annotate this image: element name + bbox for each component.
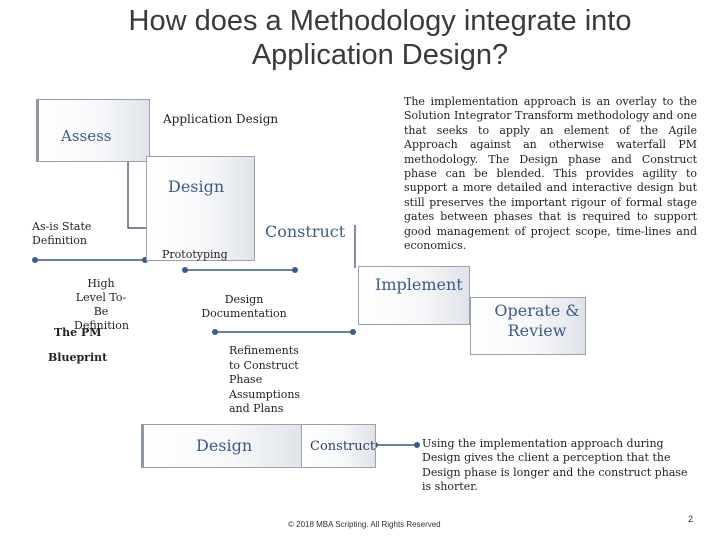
implement-box [358, 266, 470, 325]
explanation-paragraph: The implementation approach is an overlay to the Solution Integrator Transform methodology and one that seeks to apply an element of the Agile Approach against an otherwise waterfall PM methodology. The Design phase and Construct phase can be blended. This provides agility to support a more detailed and interactive design but still preserves the important rigour of formal stage gates between phases that is required to support good management of project scope, time-lines and economics. [404, 95, 697, 253]
operate-review-box [470, 297, 586, 355]
assess-label: Assess [61, 127, 112, 145]
refinements-label: Refinements to Construct Phase Assumptions and Plans [229, 344, 301, 416]
bottom-design-box [141, 424, 305, 468]
operate-review-label: Operate & Review [494, 301, 580, 340]
the-pm-label: The PM [54, 326, 102, 339]
bottom-construct-box [301, 424, 376, 468]
design-box [146, 156, 255, 261]
implementation-note: Using the implementation approach during Design gives the client a perception that the Design phase is longer and the construct phase is shorter. [422, 437, 688, 494]
construct-label: Construct [265, 222, 346, 241]
page-number: 2 [688, 514, 694, 524]
bottom-construct-label: Construct [310, 439, 376, 454]
as-is-state-label: As-is State Definition [32, 220, 92, 247]
implement-label: Implement [375, 275, 463, 294]
refinements-timeline-end [350, 329, 356, 335]
bottom-design-label: Design [196, 436, 253, 455]
refinements-timeline-start [212, 329, 218, 335]
copyright-footer: © 2018 MBA Scripting. All Rights Reserved [288, 520, 441, 529]
design-label: Design [168, 177, 225, 196]
note-connector-end [414, 442, 420, 448]
title-line-2: Application Design? [251, 39, 509, 71]
application-design-label: Application Design [163, 112, 279, 126]
blueprint-label: Blueprint [48, 351, 108, 364]
design-doc-timeline-start [182, 267, 188, 273]
prototyping-label: Prototyping [162, 248, 228, 261]
high-level-definition-label: High Level To-Be Definition [74, 277, 129, 332]
design-documentation-label: Design Documentation [201, 293, 287, 320]
title-line-1: How does a Methodology integrate into [128, 5, 632, 37]
as-is-timeline-start [32, 257, 38, 263]
design-doc-timeline-end [292, 267, 298, 273]
assess-box [36, 99, 150, 162]
